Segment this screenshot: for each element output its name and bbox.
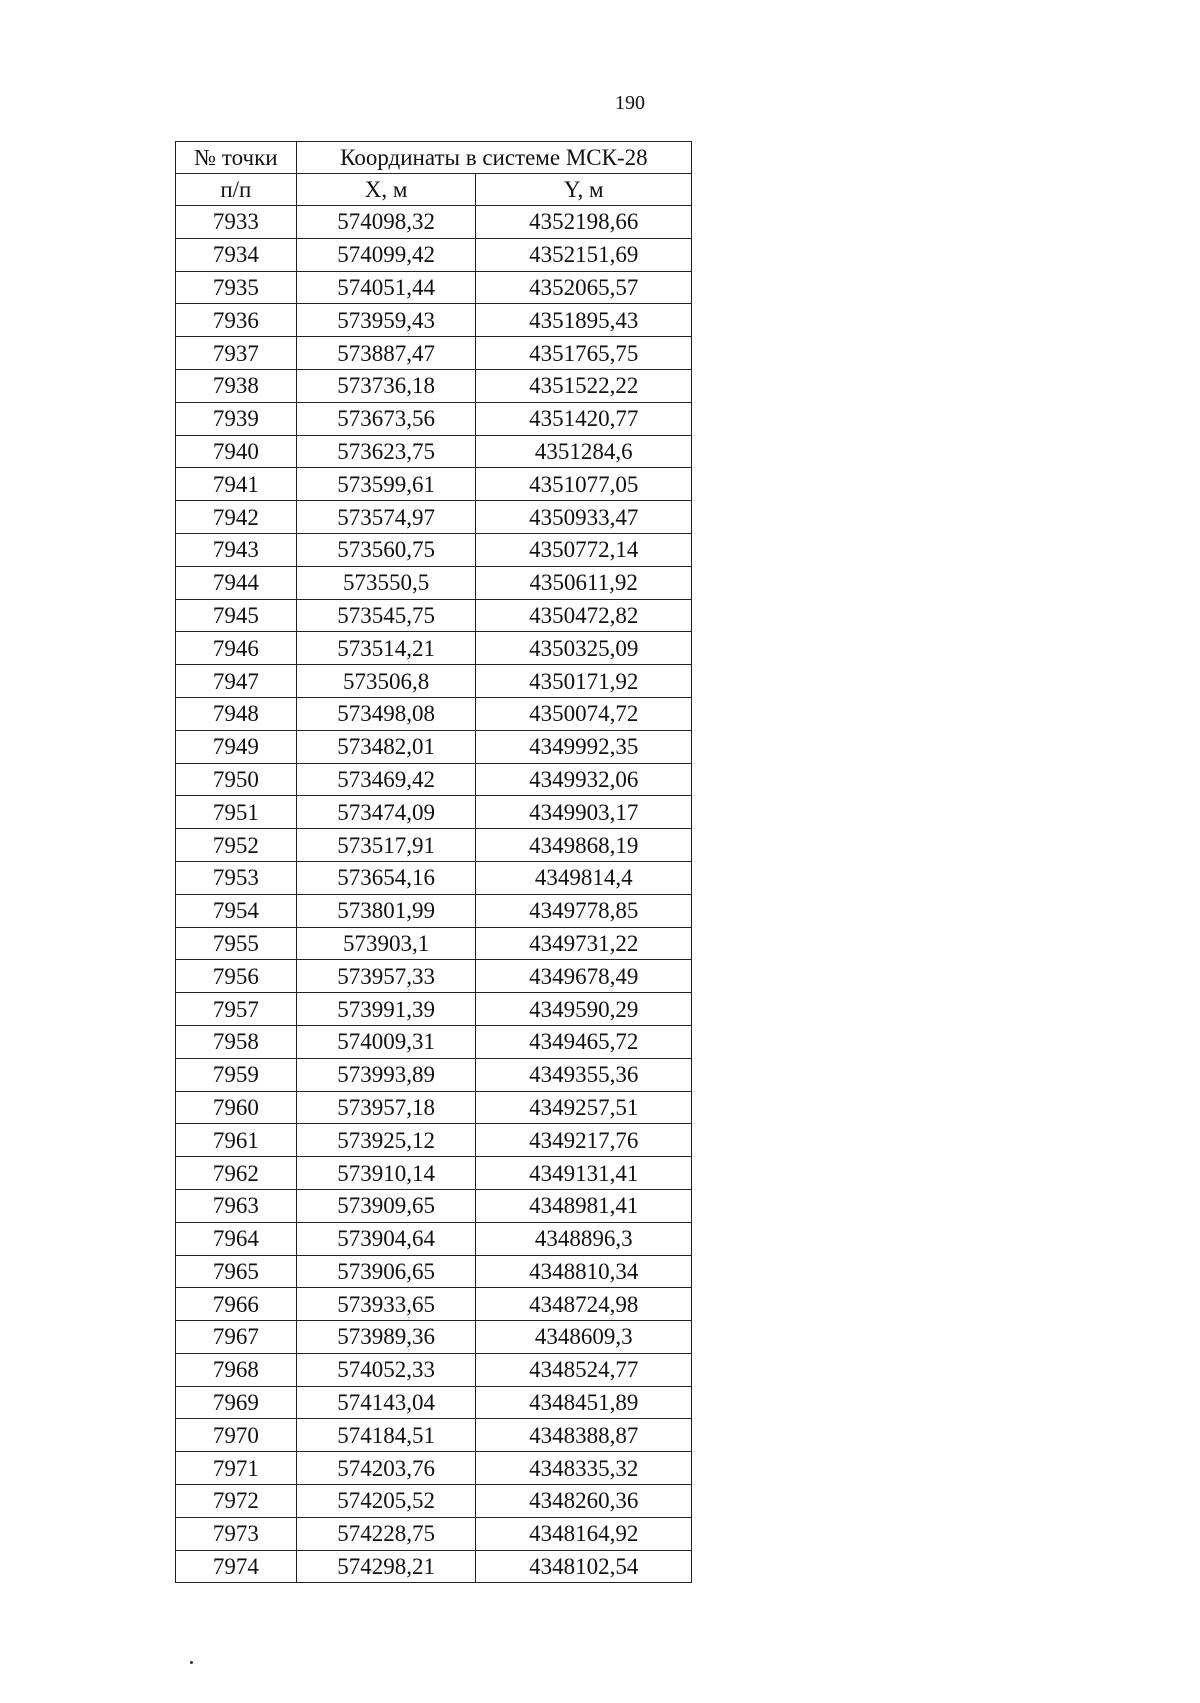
cell-x: 573904,64 bbox=[296, 1222, 476, 1255]
table-row bbox=[176, 599, 692, 632]
cell-point-number: 7949 bbox=[176, 730, 297, 763]
cell-x: 573545,75 bbox=[296, 599, 476, 632]
cell-point-number: 7967 bbox=[176, 1321, 297, 1354]
cell-point-number: 7973 bbox=[176, 1517, 297, 1550]
table-row bbox=[176, 1288, 692, 1321]
table-row bbox=[176, 304, 692, 337]
table-body bbox=[176, 206, 692, 1583]
cell-y: 4351895,43 bbox=[476, 304, 692, 337]
cell-x: 574205,52 bbox=[296, 1485, 476, 1518]
cell-point-number: 7961 bbox=[176, 1124, 297, 1157]
cell-x: 573991,39 bbox=[296, 993, 476, 1026]
cell-y: 4348335,32 bbox=[476, 1452, 692, 1485]
cell-y: 4351284,6 bbox=[476, 435, 692, 468]
cell-y: 4349678,49 bbox=[476, 960, 692, 993]
table-row bbox=[176, 927, 692, 960]
table-row bbox=[176, 501, 692, 534]
cell-point-number: 7969 bbox=[176, 1386, 297, 1419]
table-row bbox=[176, 238, 692, 271]
cell-y: 4350611,92 bbox=[476, 566, 692, 599]
cell-x: 573550,5 bbox=[296, 566, 476, 599]
table-row bbox=[176, 533, 692, 566]
table-row bbox=[176, 1321, 692, 1354]
cell-y: 4350772,14 bbox=[476, 533, 692, 566]
cell-y: 4348981,41 bbox=[476, 1189, 692, 1222]
table-row bbox=[176, 894, 692, 927]
table-row bbox=[176, 206, 692, 239]
cell-x: 573989,36 bbox=[296, 1321, 476, 1354]
coordinates-table bbox=[175, 141, 692, 1583]
table-row bbox=[176, 763, 692, 796]
cell-y: 4350171,92 bbox=[476, 665, 692, 698]
table-row bbox=[176, 1157, 692, 1190]
cell-point-number: 7941 bbox=[176, 468, 297, 501]
table-row bbox=[176, 337, 692, 370]
cell-point-number: 7940 bbox=[176, 435, 297, 468]
table-row bbox=[176, 402, 692, 435]
cell-y: 4349814,4 bbox=[476, 861, 692, 894]
cell-x: 573654,16 bbox=[296, 861, 476, 894]
cell-x: 573957,18 bbox=[296, 1091, 476, 1124]
cell-point-number: 7962 bbox=[176, 1157, 297, 1190]
cell-y: 4350325,09 bbox=[476, 632, 692, 665]
cell-point-number: 7945 bbox=[176, 599, 297, 632]
cell-point-number: 7952 bbox=[176, 829, 297, 862]
cell-point-number: 7955 bbox=[176, 927, 297, 960]
cell-x: 573474,09 bbox=[296, 796, 476, 829]
cell-point-number: 7960 bbox=[176, 1091, 297, 1124]
table-row bbox=[176, 1419, 692, 1452]
cell-y: 4349932,06 bbox=[476, 763, 692, 796]
table-row bbox=[176, 1124, 692, 1157]
cell-x: 573903,1 bbox=[296, 927, 476, 960]
cell-x: 573506,8 bbox=[296, 665, 476, 698]
table-row bbox=[176, 796, 692, 829]
table-row bbox=[176, 1386, 692, 1419]
cell-point-number: 7970 bbox=[176, 1419, 297, 1452]
cell-point-number: 7971 bbox=[176, 1452, 297, 1485]
cell-point-number: 7935 bbox=[176, 271, 297, 304]
cell-x: 573957,33 bbox=[296, 960, 476, 993]
header-point-number-line2: п/п bbox=[176, 174, 297, 206]
cell-x: 573801,99 bbox=[296, 894, 476, 927]
table-row bbox=[176, 993, 692, 1026]
table-row bbox=[176, 1550, 692, 1583]
cell-y: 4348451,89 bbox=[476, 1386, 692, 1419]
cell-y: 4348810,34 bbox=[476, 1255, 692, 1288]
cell-point-number: 7963 bbox=[176, 1189, 297, 1222]
table-row bbox=[176, 435, 692, 468]
cell-point-number: 7938 bbox=[176, 369, 297, 402]
cell-x: 574052,33 bbox=[296, 1353, 476, 1386]
table-row bbox=[176, 697, 692, 730]
cell-x: 574298,21 bbox=[296, 1550, 476, 1583]
table-row bbox=[176, 1452, 692, 1485]
cell-point-number: 7944 bbox=[176, 566, 297, 599]
cell-y: 4348524,77 bbox=[476, 1353, 692, 1386]
cell-y: 4349465,72 bbox=[476, 1025, 692, 1058]
cell-y: 4349778,85 bbox=[476, 894, 692, 927]
cell-y: 4352151,69 bbox=[476, 238, 692, 271]
cell-point-number: 7957 bbox=[176, 993, 297, 1026]
scan-speck bbox=[190, 1661, 193, 1664]
cell-x: 574203,76 bbox=[296, 1452, 476, 1485]
cell-x: 574228,75 bbox=[296, 1517, 476, 1550]
table-row bbox=[176, 861, 692, 894]
cell-point-number: 7956 bbox=[176, 960, 297, 993]
table-row bbox=[176, 369, 692, 402]
header-x: X, м bbox=[296, 174, 476, 206]
cell-x: 573909,65 bbox=[296, 1189, 476, 1222]
cell-y: 4348164,92 bbox=[476, 1517, 692, 1550]
table-row bbox=[176, 1025, 692, 1058]
cell-point-number: 7948 bbox=[176, 697, 297, 730]
cell-x: 573498,08 bbox=[296, 697, 476, 730]
cell-y: 4352198,66 bbox=[476, 206, 692, 239]
cell-y: 4349868,19 bbox=[476, 829, 692, 862]
cell-point-number: 7954 bbox=[176, 894, 297, 927]
table-row bbox=[176, 1091, 692, 1124]
cell-y: 4349903,17 bbox=[476, 796, 692, 829]
cell-y: 4349590,29 bbox=[476, 993, 692, 1026]
cell-y: 4351765,75 bbox=[476, 337, 692, 370]
header-point-number bbox=[176, 142, 297, 174]
cell-point-number: 7951 bbox=[176, 796, 297, 829]
cell-point-number: 7942 bbox=[176, 501, 297, 534]
cell-y: 4349992,35 bbox=[476, 730, 692, 763]
cell-x: 573959,43 bbox=[296, 304, 476, 337]
cell-x: 573623,75 bbox=[296, 435, 476, 468]
cell-x: 573736,18 bbox=[296, 369, 476, 402]
table-row bbox=[176, 960, 692, 993]
cell-point-number: 7933 bbox=[176, 206, 297, 239]
cell-point-number: 7964 bbox=[176, 1222, 297, 1255]
cell-x: 573469,42 bbox=[296, 763, 476, 796]
cell-y: 4349257,51 bbox=[476, 1091, 692, 1124]
cell-x: 574184,51 bbox=[296, 1419, 476, 1452]
table-row bbox=[176, 1255, 692, 1288]
cell-x: 574009,31 bbox=[296, 1025, 476, 1058]
cell-point-number: 7936 bbox=[176, 304, 297, 337]
cell-x: 574099,42 bbox=[296, 238, 476, 271]
cell-y: 4351077,05 bbox=[476, 468, 692, 501]
cell-y: 4348388,87 bbox=[476, 1419, 692, 1452]
cell-point-number: 7968 bbox=[176, 1353, 297, 1386]
cell-x: 574143,04 bbox=[296, 1386, 476, 1419]
table-row bbox=[176, 1058, 692, 1091]
cell-point-number: 7972 bbox=[176, 1485, 297, 1518]
cell-x: 573925,12 bbox=[296, 1124, 476, 1157]
table-row bbox=[176, 829, 692, 862]
table-row bbox=[176, 1189, 692, 1222]
cell-y: 4349355,36 bbox=[476, 1058, 692, 1091]
table-row bbox=[176, 1517, 692, 1550]
cell-x: 573887,47 bbox=[296, 337, 476, 370]
table-row bbox=[176, 468, 692, 501]
cell-y: 4348102,54 bbox=[476, 1550, 692, 1583]
cell-x: 573933,65 bbox=[296, 1288, 476, 1321]
table-header bbox=[176, 142, 692, 206]
cell-x: 573517,91 bbox=[296, 829, 476, 862]
cell-y: 4349217,76 bbox=[476, 1124, 692, 1157]
cell-y: 4351522,22 bbox=[476, 369, 692, 402]
cell-point-number: 7959 bbox=[176, 1058, 297, 1091]
header-y: Y, м bbox=[476, 174, 692, 206]
cell-x: 573574,97 bbox=[296, 501, 476, 534]
cell-point-number: 7965 bbox=[176, 1255, 297, 1288]
cell-point-number: 7966 bbox=[176, 1288, 297, 1321]
cell-point-number: 7974 bbox=[176, 1550, 297, 1583]
cell-x: 574051,44 bbox=[296, 271, 476, 304]
table-row bbox=[176, 1485, 692, 1518]
cell-x: 573906,65 bbox=[296, 1255, 476, 1288]
cell-x: 574098,32 bbox=[296, 206, 476, 239]
cell-x: 573482,01 bbox=[296, 730, 476, 763]
cell-y: 4348724,98 bbox=[476, 1288, 692, 1321]
cell-x: 573673,56 bbox=[296, 402, 476, 435]
cell-point-number: 7953 bbox=[176, 861, 297, 894]
page-number: 190 bbox=[615, 92, 645, 114]
header-coords-group: Координаты в системе МСК-28 bbox=[296, 142, 691, 174]
cell-y: 4348896,3 bbox=[476, 1222, 692, 1255]
cell-y: 4351420,77 bbox=[476, 402, 692, 435]
cell-x: 573993,89 bbox=[296, 1058, 476, 1091]
cell-x: 573599,61 bbox=[296, 468, 476, 501]
cell-point-number: 7947 bbox=[176, 665, 297, 698]
cell-point-number: 7943 bbox=[176, 533, 297, 566]
cell-y: 4352065,57 bbox=[476, 271, 692, 304]
cell-y: 4348609,3 bbox=[476, 1321, 692, 1354]
table-row bbox=[176, 665, 692, 698]
cell-y: 4350933,47 bbox=[476, 501, 692, 534]
cell-y: 4350472,82 bbox=[476, 599, 692, 632]
table-row bbox=[176, 1222, 692, 1255]
cell-x: 573910,14 bbox=[296, 1157, 476, 1190]
cell-point-number: 7958 bbox=[176, 1025, 297, 1058]
cell-point-number: 7937 bbox=[176, 337, 297, 370]
table-row bbox=[176, 1353, 692, 1386]
cell-y: 4348260,36 bbox=[476, 1485, 692, 1518]
cell-point-number: 7950 bbox=[176, 763, 297, 796]
cell-y: 4349131,41 bbox=[476, 1157, 692, 1190]
cell-y: 4349731,22 bbox=[476, 927, 692, 960]
cell-point-number: 7939 bbox=[176, 402, 297, 435]
table-row bbox=[176, 271, 692, 304]
cell-x: 573560,75 bbox=[296, 533, 476, 566]
cell-point-number: 7946 bbox=[176, 632, 297, 665]
cell-y: 4350074,72 bbox=[476, 697, 692, 730]
cell-x: 573514,21 bbox=[296, 632, 476, 665]
cell-point-number: 7934 bbox=[176, 238, 297, 271]
header-point-number-line1: № точки bbox=[194, 145, 278, 170]
table-row bbox=[176, 730, 692, 763]
table-row bbox=[176, 566, 692, 599]
table-row bbox=[176, 632, 692, 665]
